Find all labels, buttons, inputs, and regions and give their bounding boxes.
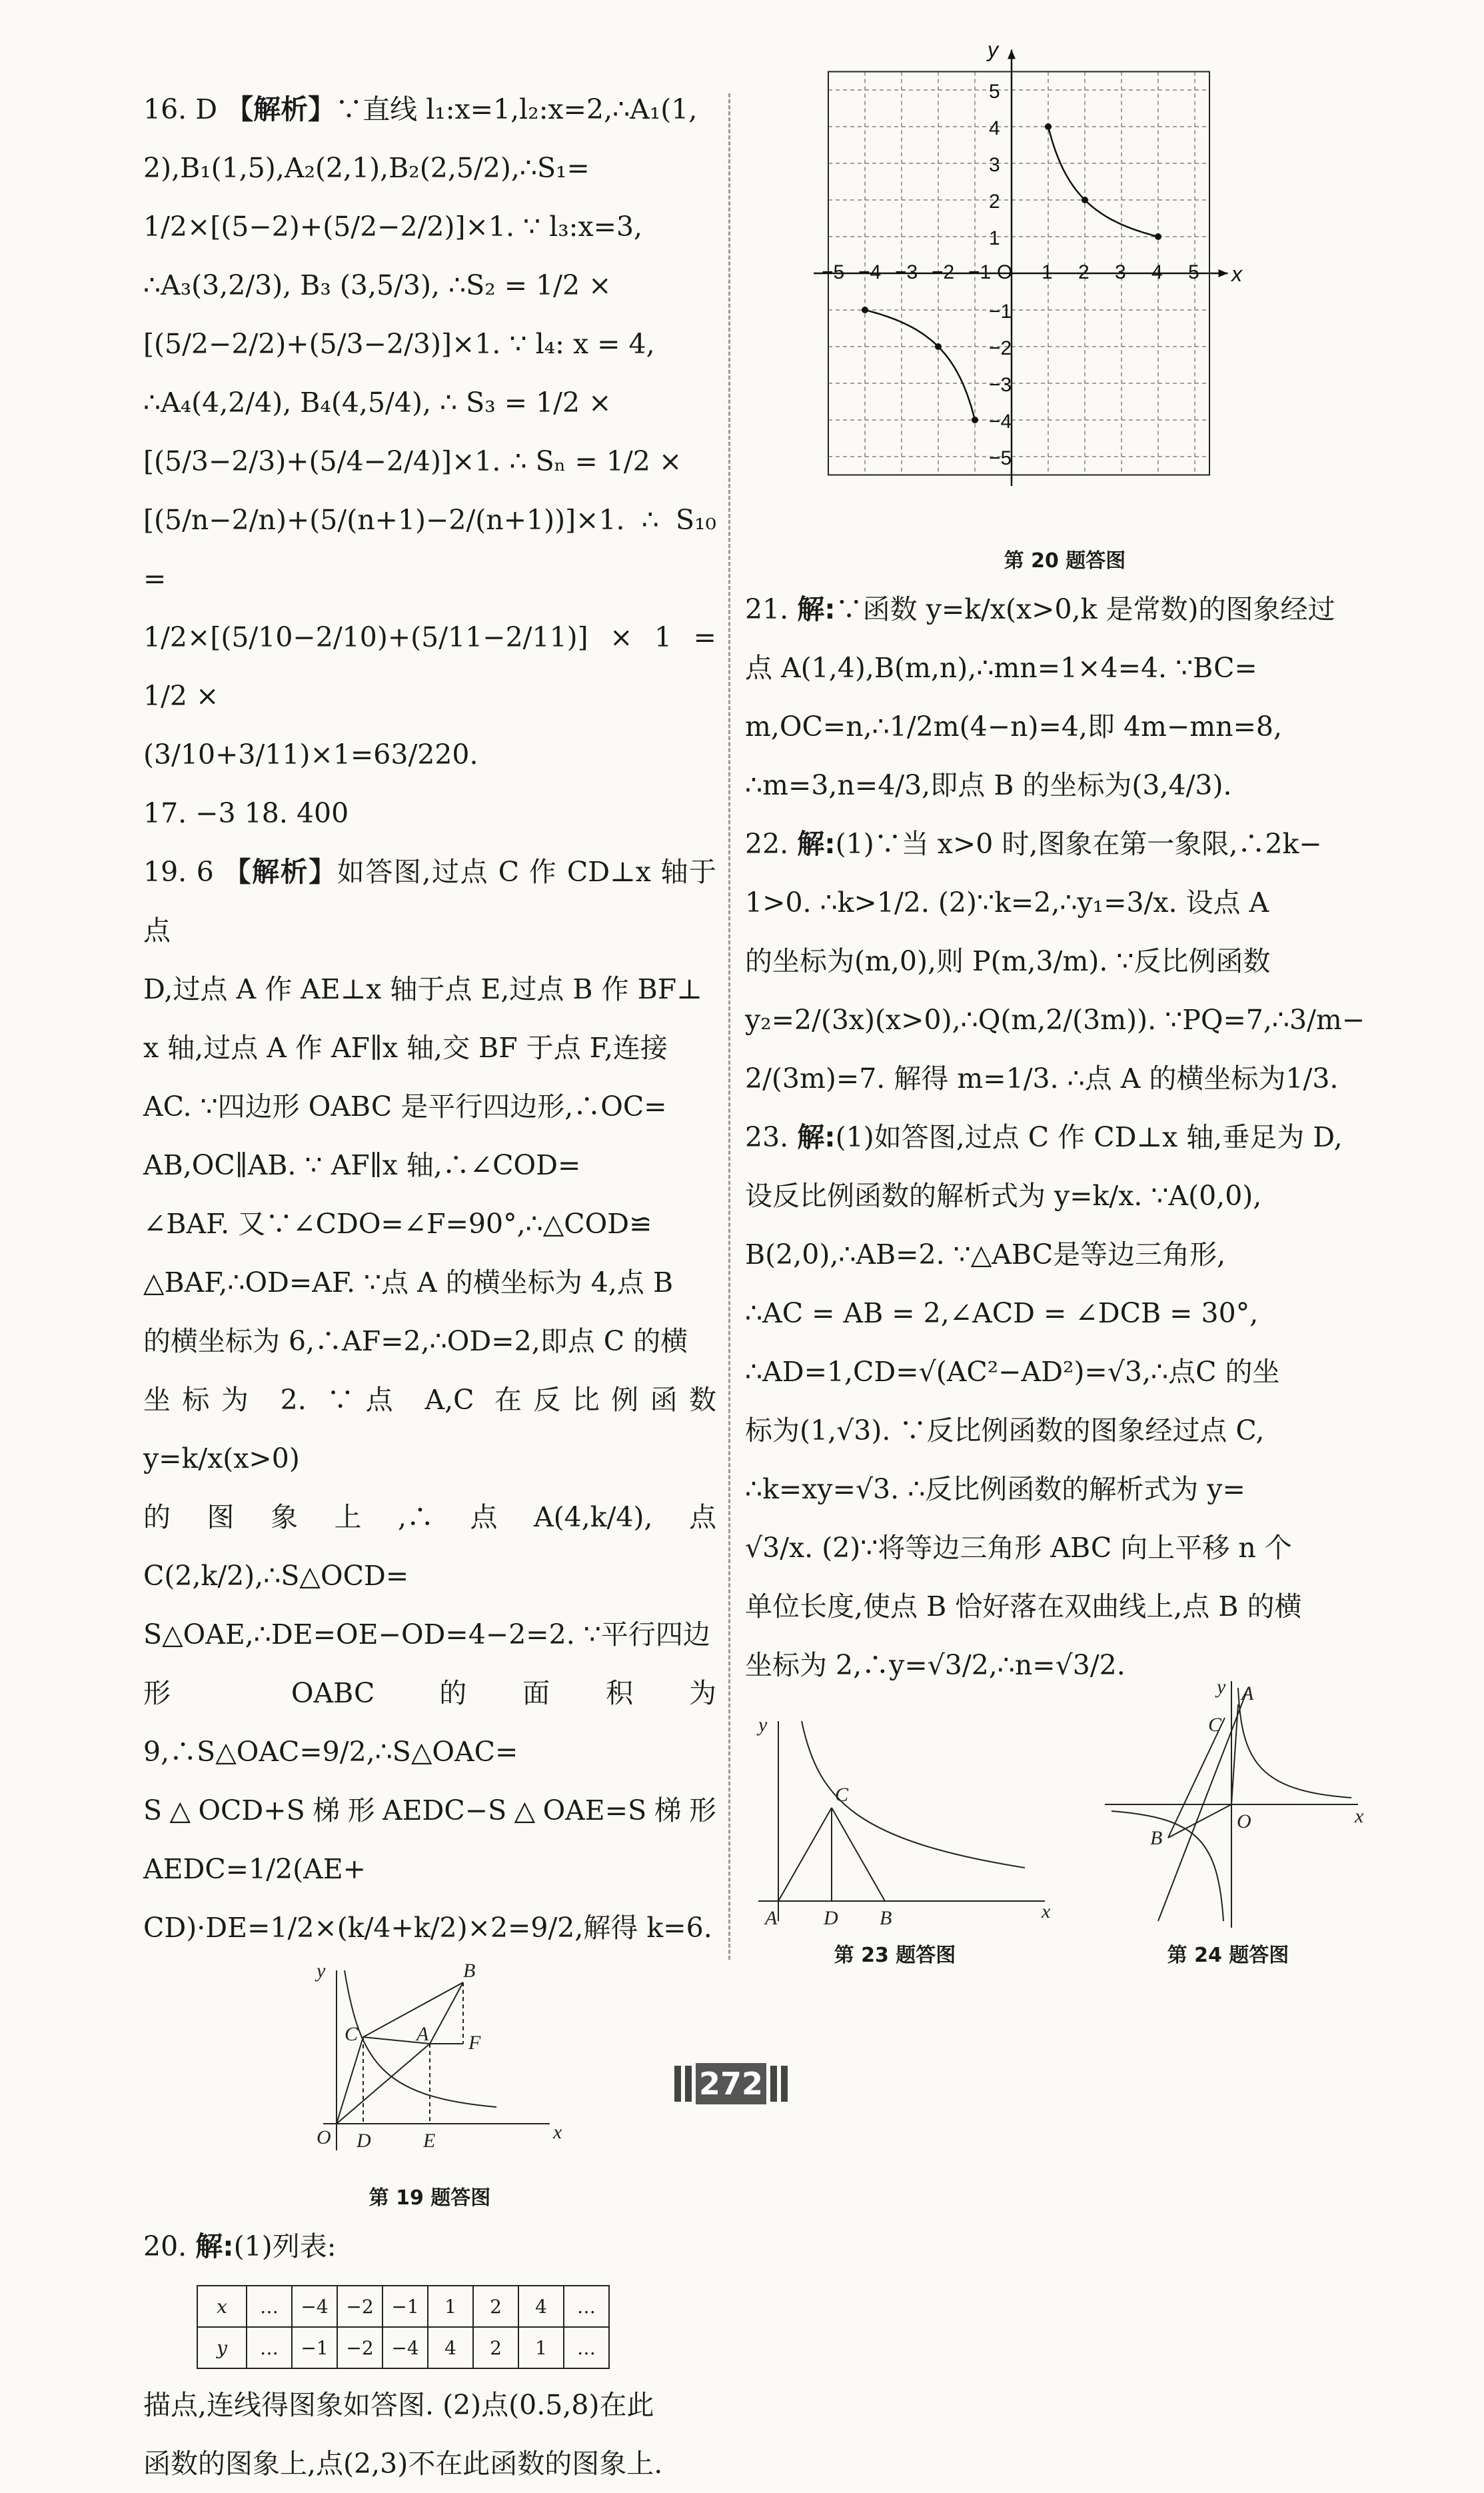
table-cell: … bbox=[564, 2286, 609, 2327]
label-C: C bbox=[835, 1784, 849, 1806]
y-axis-label: y bbox=[988, 37, 998, 62]
x-tick-label: 4 bbox=[1151, 261, 1163, 283]
problem-22 bbox=[745, 815, 1385, 1108]
table-cell: −2 bbox=[337, 2286, 382, 2327]
text-line: 2),B₁(1,5),A₂(2,1),B₂(2,5/2),∴S₁= bbox=[143, 152, 590, 184]
table-cell: y bbox=[197, 2327, 247, 2368]
x-tick-label: −4 bbox=[858, 261, 882, 283]
curve-third-quadrant bbox=[865, 310, 975, 420]
table-row-y bbox=[197, 2327, 609, 2368]
solution-tag: 解: bbox=[797, 593, 836, 625]
figure-19-caption: 第 19 题答图 bbox=[369, 2186, 491, 2210]
label-B: B bbox=[1150, 1827, 1163, 1849]
plot-point bbox=[1082, 197, 1088, 203]
analysis-tag: 【解析】 bbox=[226, 93, 336, 125]
text-line: 的图象上,∴点A(4,k/4),点 C(2,k/2),∴S△OCD= bbox=[143, 1501, 716, 1592]
text-line: (1)∵当 x>0 时,图象在第一象限,∴2k− bbox=[835, 828, 1322, 860]
origin-label: O bbox=[997, 261, 1013, 283]
segment-OA bbox=[337, 2044, 430, 2124]
text-line: [(5/n−2/n)+(5/(n+1)−2/(n+1))]×1. ∴ S₁₀ = bbox=[143, 504, 716, 595]
text-line: (1)列表: bbox=[233, 2230, 337, 2262]
problem-20-continued bbox=[143, 2376, 716, 2493]
y-tick-label: −1 bbox=[989, 301, 1012, 323]
y-tick-label: −4 bbox=[989, 411, 1012, 433]
figure-24 bbox=[1098, 1668, 1378, 1934]
text-line: △BAF,∴OD=AF. ∵点 A 的横坐标为 4,点 B bbox=[143, 1266, 674, 1298]
text-line: S△OAE,∴DE=OE−OD=4−2=2. ∵平行四边 bbox=[143, 1618, 710, 1650]
label-B: B bbox=[463, 1960, 476, 1982]
value-table bbox=[197, 2285, 610, 2369]
text-line: AB,OC∥AB. ∵ AF∥x 轴,∴∠COD= bbox=[143, 1149, 581, 1181]
table-cell: −4 bbox=[382, 2327, 428, 2368]
table-cell: 1 bbox=[428, 2286, 473, 2327]
hyperbola-branch-1 bbox=[1238, 1688, 1351, 1798]
x-tick-label: 5 bbox=[1188, 261, 1199, 283]
x-axis-label: x bbox=[1231, 262, 1242, 286]
text-line: 1/2×[(5/10−2/10)+(5/11−2/11)] × 1 = 1/2 × bbox=[143, 621, 716, 712]
text-line: 2/(3m)=7. 解得 m=1/3. ∴点 A 的横坐标为1/3. bbox=[745, 1063, 1339, 1095]
text-line: 的坐标为(m,0),则 P(m,3/m). ∵反比例函数 bbox=[745, 945, 1271, 977]
figures-23-24 bbox=[745, 1676, 1385, 1974]
problem-21-line bbox=[745, 580, 1385, 639]
text-line: ∵函数 y=k/x(x>0,k 是常数)的图象经过 bbox=[835, 593, 1335, 625]
text-line: 坐标为 2. ∵点 A,C 在反比例函数 y=k/x(x>0) bbox=[143, 1384, 716, 1474]
text-line: y₂=2/(3x)(x>0),∴Q(m,2/(3m)). ∵PQ=7,∴3/m− bbox=[745, 1004, 1365, 1036]
table-cell: … bbox=[564, 2327, 609, 2368]
text-line: 描点,连线得图象如答图. (2)点(0.5,8)在此 bbox=[143, 2389, 654, 2421]
table-cell: −2 bbox=[337, 2327, 382, 2368]
label-y: y bbox=[1217, 1676, 1226, 1698]
text-line: ∴m=3,n=4/3,即点 B 的坐标为(3,4/3). bbox=[745, 769, 1232, 801]
text-line: 的横坐标为 6,∴AF=2,∴OD=2,即点 C 的横 bbox=[143, 1325, 688, 1357]
table-cell: x bbox=[197, 2286, 247, 2327]
text-line: √3/x. (2)∵将等边三角形 ABC 向上平移 n 个 bbox=[745, 1532, 1292, 1564]
label-O: O bbox=[317, 2126, 331, 2148]
table-cell: 4 bbox=[518, 2286, 564, 2327]
label-A: A bbox=[416, 2023, 429, 2045]
label-E: E bbox=[423, 2130, 436, 2152]
x-tick-label: 2 bbox=[1078, 261, 1090, 283]
y-tick-label: −2 bbox=[989, 337, 1012, 359]
text-line: 单位长度,使点 B 恰好落在双曲线上,点 B 的横 bbox=[745, 1590, 1302, 1622]
segment-CB bbox=[1168, 1718, 1225, 1838]
hyperbola-branch-2 bbox=[1112, 1811, 1223, 1921]
x-tick-label: −5 bbox=[822, 261, 845, 283]
plot-point bbox=[972, 417, 978, 423]
y-tick-label: 5 bbox=[989, 81, 1000, 103]
x-tick-label: 3 bbox=[1115, 261, 1126, 283]
table-cell: 2 bbox=[473, 2327, 518, 2368]
problem-number: 22. bbox=[745, 828, 798, 860]
problem-23 bbox=[745, 1108, 1385, 1694]
problem-23-line bbox=[745, 1108, 1385, 1167]
table-cell: −1 bbox=[382, 2286, 428, 2327]
label-x: x bbox=[1355, 1805, 1364, 1827]
text-line: m,OC=n,∴1/2m(4−n)=4,即 4m−mn=8, bbox=[745, 711, 1283, 743]
text-line: 设反比例函数的解析式为 y=k/x. ∵A(0,0), bbox=[745, 1180, 1262, 1212]
label-x: x bbox=[553, 2121, 562, 2143]
x-tick-label: −3 bbox=[895, 261, 918, 283]
solution-tag: 解: bbox=[797, 1121, 836, 1153]
y-tick-label: −3 bbox=[989, 374, 1012, 396]
label-y: y bbox=[758, 1714, 768, 1736]
text-line: ∠BAF. 又∵∠CDO=∠F=90°,∴△COD≌ bbox=[143, 1208, 652, 1240]
y-axis-arrow bbox=[1008, 50, 1016, 59]
table-cell: 4 bbox=[428, 2327, 473, 2368]
page-number-bar bbox=[674, 2066, 681, 2102]
problem-17-18 bbox=[143, 784, 716, 843]
figure-23-caption: 第 23 题答图 bbox=[834, 1944, 956, 1967]
x-tick-label: 1 bbox=[1042, 261, 1053, 283]
figure-19 bbox=[297, 1957, 563, 2177]
label-B: B bbox=[880, 1907, 892, 1929]
y-tick-label: −5 bbox=[989, 447, 1012, 469]
text-line: 如答图,过点 C 作 CD⊥x 轴于点 bbox=[143, 856, 717, 947]
segment-OB bbox=[1168, 1804, 1231, 1838]
text-line: ∴AC = AB = 2,∠ACD = ∠DCB = 30°, bbox=[745, 1297, 1259, 1329]
problem-number: 16. D bbox=[143, 93, 227, 125]
text-line: CD)·DE=1/2×(k/4+k/2)×2=9/2,解得 k=6. bbox=[143, 1912, 712, 1944]
text-line: ∵直线 l₁:x=1,l₂:x=2,∴A₁(1, bbox=[335, 93, 698, 125]
label-C: C bbox=[1208, 1714, 1222, 1736]
label-D: D bbox=[357, 2130, 371, 2152]
page-number-box bbox=[674, 2063, 788, 2104]
text-line: ∴A₃(3,2/3), B₃ (3,5/3), ∴S₂ = 1/2 × bbox=[143, 269, 612, 301]
left-column bbox=[143, 80, 716, 2493]
problem-number: 20. bbox=[143, 2230, 196, 2262]
plot-point bbox=[1155, 233, 1161, 240]
text-line: [(5/3−2/3)+(5/4−2/4)]×1. ∴ Sₙ = 1/2 × bbox=[143, 445, 682, 477]
segment-OA bbox=[1231, 1704, 1238, 1804]
problem-19 bbox=[143, 843, 716, 1957]
table-cell: 1 bbox=[518, 2327, 564, 2368]
text-line: (1)如答图,过点 C 作 CD⊥x 轴,垂足为 D, bbox=[835, 1121, 1343, 1153]
table-row-x bbox=[197, 2286, 609, 2327]
text-line: ∴AD=1,CD=√(AC²−AD²)=√3,∴点C 的坐 bbox=[745, 1356, 1280, 1388]
solution-tag: 解: bbox=[195, 2230, 234, 2262]
page-number-bar bbox=[770, 2066, 777, 2102]
problem-16-line bbox=[143, 80, 716, 139]
solution-tag: 解: bbox=[797, 828, 836, 860]
figure-20-caption: 第 20 题答图 bbox=[1004, 549, 1126, 573]
text-line: AC. ∵四边形 OABC 是平行四边形,∴OC= bbox=[143, 1091, 667, 1123]
text-line: [(5/2−2/2)+(5/3−2/3)]×1. ∵ l₄: x = 4, bbox=[143, 328, 655, 360]
text-line: x 轴,过点 A 作 AF∥x 轴,交 BF 于点 F,连接 bbox=[143, 1032, 668, 1064]
right-column bbox=[745, 37, 1385, 1974]
label-F: F bbox=[468, 2032, 481, 2054]
segment-CB bbox=[832, 1808, 885, 1901]
label-y: y bbox=[317, 1960, 326, 1982]
table-cell: … bbox=[247, 2286, 292, 2327]
text-line: 点 A(1,4),B(m,n),∴mn=1×4=4. ∵BC= bbox=[745, 652, 1257, 684]
label-D: D bbox=[824, 1907, 838, 1929]
figure-23 bbox=[745, 1701, 1058, 1941]
text-line: D,过点 A 作 AE⊥x 轴于点 E,过点 B 作 BF⊥ bbox=[143, 973, 702, 1005]
y-tick-label: 2 bbox=[989, 191, 1000, 213]
text-line: 1>0. ∴k>1/2. (2)∵k=2,∴y₁=3/x. 设点 A bbox=[745, 887, 1269, 919]
text-line: 函数的图象上,点(2,3)不在此函数的图象上. bbox=[143, 2448, 663, 2480]
plot-point bbox=[862, 307, 868, 313]
problem-number: 23. bbox=[745, 1121, 798, 1153]
x-tick-label: −2 bbox=[932, 261, 955, 283]
problem-22-line bbox=[745, 815, 1385, 873]
text-line: ∴k=xy=√3. ∴反比例函数的解析式为 y= bbox=[745, 1473, 1245, 1505]
problem-19-line bbox=[143, 843, 716, 960]
label-O: O bbox=[1237, 1810, 1251, 1832]
page-number: 272 bbox=[696, 2063, 766, 2104]
text-line: 17. −3 18. 400 bbox=[143, 797, 349, 829]
page-number-bar bbox=[781, 2066, 788, 2102]
text-line: S△OCD+S梯形AEDC−S△OAE=S梯形AEDC=1/2(AE+ bbox=[143, 1794, 716, 1885]
table-cell: −1 bbox=[292, 2327, 337, 2368]
label-A: A bbox=[1241, 1682, 1254, 1704]
x-tick-label: −1 bbox=[968, 261, 992, 283]
column-divider bbox=[728, 93, 730, 1960]
problem-16 bbox=[143, 80, 716, 784]
text-line: 1/2×[(5−2)+(5/2−2/2)]×1. ∵ l₃:x=3, bbox=[143, 211, 643, 243]
x-axis-arrow bbox=[1219, 269, 1228, 277]
text-line: B(2,0),∴AB=2. ∵△ABC是等边三角形, bbox=[745, 1239, 1226, 1270]
page-number-bar bbox=[685, 2066, 692, 2102]
label-C: C bbox=[345, 2023, 359, 2045]
problem-20-line bbox=[143, 2217, 716, 2276]
label-x: x bbox=[1042, 1900, 1051, 1922]
problem-number: 21. bbox=[745, 593, 798, 625]
analysis-tag: 【解析】 bbox=[223, 856, 337, 888]
text-line: 形 OABC 的面积为 9,∴S△OAC=9/2,∴S△OAC= bbox=[143, 1677, 716, 1768]
y-tick-label: 1 bbox=[989, 227, 1000, 249]
text-line: (3/10+3/11)×1=63/220. bbox=[143, 739, 478, 771]
text-line: 坐标为 2,∴y=√3/2,∴n=√3/2. bbox=[745, 1649, 1125, 1681]
text-line: ∴A₄(4,2/4), B₄(4,5/4), ∴ S₃ = 1/2 × bbox=[143, 387, 612, 419]
problem-number: 19. 6 bbox=[143, 856, 224, 888]
problem-20 bbox=[143, 2217, 716, 2276]
problem-21 bbox=[745, 580, 1385, 815]
plot-point bbox=[935, 343, 942, 350]
curve-first-quadrant bbox=[1048, 127, 1158, 237]
y-tick-label: 4 bbox=[989, 117, 1000, 139]
figure-24-caption: 第 24 题答图 bbox=[1167, 1944, 1289, 1967]
table-cell: −4 bbox=[292, 2286, 337, 2327]
text-line: 标为(1,√3). ∵反比例函数的图象经过点 C, bbox=[745, 1414, 1265, 1446]
y-tick-label: 3 bbox=[989, 154, 1000, 176]
plot-point bbox=[1045, 123, 1052, 130]
label-A: A bbox=[765, 1907, 778, 1929]
table-cell: 2 bbox=[473, 2286, 518, 2327]
segment-AC bbox=[778, 1808, 832, 1901]
segment-OC bbox=[337, 2037, 363, 2124]
table-cell: … bbox=[247, 2327, 292, 2368]
figure-20-grid-graph bbox=[822, 37, 1305, 540]
